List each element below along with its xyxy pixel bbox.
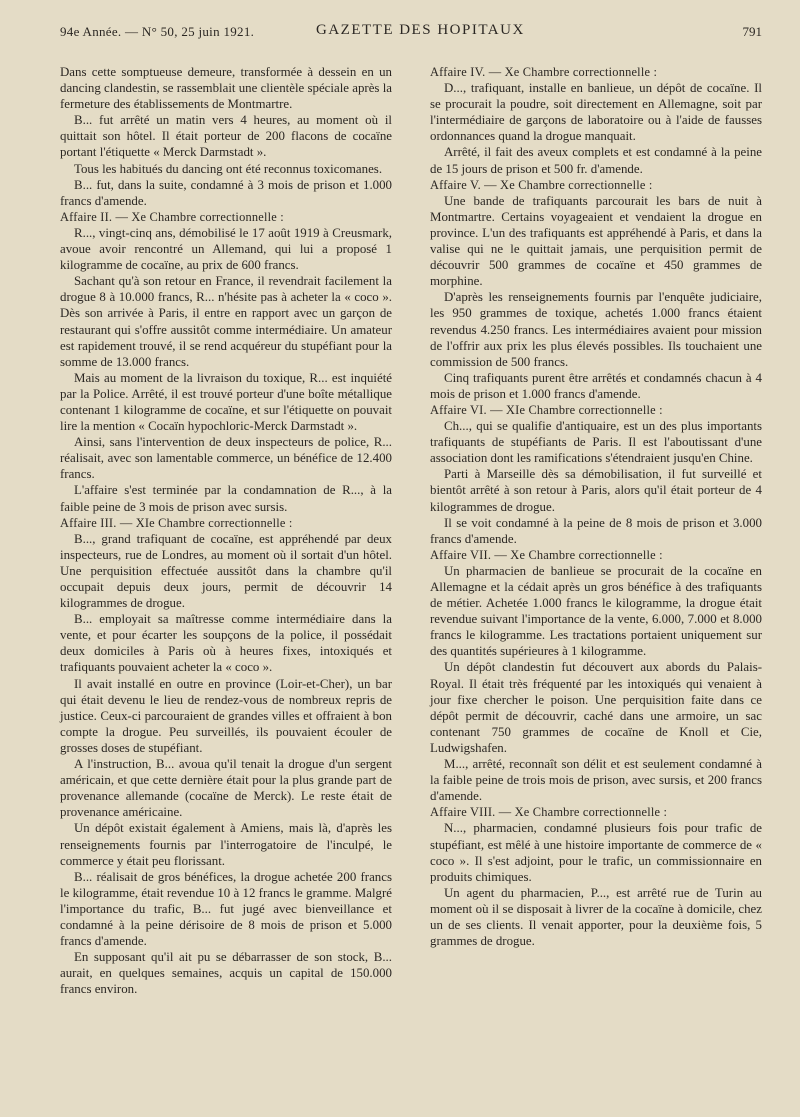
section-heading: Affaire VI. — XIe Chambre correctionnelle : [430, 402, 663, 417]
section-heading: Affaire VIII. — Xe Chambre correctionnelle : [430, 805, 668, 820]
paragraph: Une bande de trafiquants parcourait les bars de nuit à Montmartre. Certains voyageaient et vendaient la drogue en province. L'un des trafiquants est appréhendé à Paris, et dans la valise qui ne le quittait jamais, une perquisition permit de découvrir 500 grammes de cocaïne et 450 grammes de morphine. [430, 193, 762, 289]
section-heading: Affaire V. — Xe Chambre correctionnelle : [430, 177, 653, 192]
paragraph: B... fut, dans la suite, condamné à 3 mois de prison et 1.000 francs d'amende. [60, 177, 392, 208]
paragraph: B... fut arrêté un matin vers 4 heures, au moment où il quittait son hôtel. Il était porteur de 200 flacons de cocaïne portant l'étiquette « Merck Darmstadt ». [60, 113, 392, 160]
page-header [60, 20, 762, 46]
paragraph: Parti à Marseille dès sa démobilisation, il fut surveillé et bientôt arrêté à son retour à Paris, alors qu'il était porteur de 4 kilogrammes de drogue. [430, 467, 762, 514]
section-heading: Affaire II. — Xe Chambre correctionnelle : [60, 209, 284, 224]
paragraph: B... réalisait de gros bénéfices, la drogue achetée 200 francs le kilogramme, était revendue 10 à 12 francs le gramme. Malgré l'importance du trafic, B... fut jugé avec bienveillance et condamné à la peine dérisoire de 8 mois de prison et 5.000 francs d'amende. [60, 869, 392, 949]
paragraph: Cinq trafiquants purent être arrêtés et condamnés chacun à 4 mois de prison et 1.000 francs d'amende. [430, 370, 762, 401]
paragraph: Sachant qu'à son retour en France, il revendrait facilement la drogue 8 à 10.000 francs, R... n'hésite pas à acheter la « coco ». Dès son arrivée à Paris, il entre en rapport avec un garçon de restaurant qui s'offre aussitôt comme intermédiaire. Un amateur est rapidement trouvé, il se rend acquéreur du stupéfiant pour la somme de 13.000 francs. [60, 274, 392, 369]
paragraph: Arrêté, il fait des aveux complets et est condamné à la peine de 15 jours de prison et 500 fr. d'amende. [430, 145, 762, 176]
journal-title: GAZETTE DES HOPITAUX [316, 22, 525, 38]
paragraph: Un dépôt existait également à Amiens, mais là, d'après les renseignements fournis par l'interrogatoire de l'inculpé, le commerce y était peu florissant. [60, 821, 392, 868]
paragraph: N..., pharmacien, condamné plusieurs fois pour trafic de stupéfiant, est mêlé à une histoire importante de commerce de « coco ». Il s'est adjoint, pour le trafic, un commissionnaire en produits chimiques. [430, 821, 762, 884]
paragraph: R..., vingt-cinq ans, démobilisé le 17 août 1919 à Creusmark, avoue avoir rencontré un Allemand, qui lui a proposé 1 kilogramme de cocaïne, au prix de 600 francs. [60, 225, 392, 273]
paragraph: Tous les habitués du dancing ont été reconnus toxicomanes. [74, 161, 383, 176]
paragraph: Il avait installé en outre en province (Loir-et-Cher), un bar qui était devenu le lieu de rendez-vous de nombreux repris de justice. Ceux-ci parcouraient de grandes villes et offraient à bon compte la drogue. Peu surveillés, ils pouvaient écouler de grosses doses de stupéfiant. [60, 676, 392, 755]
issue-line: 94e Année. — N° 50, 25 juin 1921. [60, 24, 255, 39]
paragraph: M..., arrêté, reconnaît son délit et est seulement condamné à la faible peine de trois mois de prison, avec sursis, et 200 francs d'amende. [430, 757, 762, 804]
paragraph: B..., grand trafiquant de cocaïne, est appréhendé par deux inspecteurs, rue de Londres, au moment où il sortait d'un hôtel. Une perquisition effectuée aussitôt dans la chambre qu'il occupait depuis deux jours, permit de découvrir 14 kilogrammes de drogue. [60, 531, 392, 611]
article-columns [60, 64, 762, 997]
paragraph: Ch..., qui se qualifie d'antiquaire, est un des plus importants trafiquants de stupéfiants de Paris. Il est l'aboutissant d'une association dont les ramifications s'étendraient jusqu'en Chine. [430, 419, 762, 466]
section-heading: Affaire IV. — Xe Chambre correctionnelle : [430, 65, 658, 79]
paragraph: Dans cette somptueuse demeure, transformée à dessein en un dancing clandestin, se rassemblait une clientèle spéciale après la fermeture des établissements de Montmartre. [60, 65, 392, 112]
paragraph: Mais au moment de la livraison du toxique, R... est inquiété par la Police. Arrêté, il est trouvé porteur d'une boîte métallique contenant 1 kilogramme de cocaïne, et sur l'étiquette on pouvait lire la mention « Cocaïn hypochloric-Merck Darmstadt ». [60, 370, 392, 434]
paragraph: En supposant qu'il ait pu se débarrasser de son stock, B... aurait, en quelques semaines, acquis un capital de 150.000 francs environ. [60, 950, 392, 997]
paragraph: Un pharmacien de banlieue se procurait de la cocaïne en Allemagne et la cédait après un gros bénéfice à des trafiquants de métier. Achetée 1.000 francs le kilogramme, la drogue était revendue suivant l'importance de la vente, 6.000, 7.000 et 8.000 francs le kilogramme. Les tractations portaient uniquement sur des quantités supérieures à 1 kilogramme. [430, 563, 762, 659]
paragraph: Un dépôt clandestin fut découvert aux abords du Palais-Royal. Il était très fréquenté par les intoxiqués qui venaient à jour fixe chercher le poison. Une perquisition faite dans ce dépôt permit de découvrir, caché dans une armoire, un sac contenant 750 grammes de cocaïne de Knoll et Cie, Ludwigshafen. [430, 660, 762, 755]
section-heading: Affaire VII. — Xe Chambre correctionnelle : [430, 547, 663, 562]
paragraph: D..., trafiquant, installe en banlieue, un dépôt de cocaïne. Il se procurait la poudre, soit directement en Allemagne, soit par l'intermédiaire de garçons de laboratoire ou à l'aide de fausses ordonnances quand la drogue manquait. [430, 81, 762, 144]
page-number: 791 [742, 24, 762, 39]
paragraph: Ainsi, sans l'intervention de deux inspecteurs de police, R... réalisait, avec son lamentable commerce, un bénéfice de 12.400 francs. [60, 435, 392, 482]
section-heading: Affaire III. — XIe Chambre correctionnelle : [60, 515, 293, 530]
paragraph: L'affaire s'est terminée par la condamnation de R..., à la faible peine de 3 mois de prison avec sursis. [60, 483, 392, 514]
paragraph: Un agent du pharmacien, P..., est arrêté rue de Turin au moment où il se disposait à livrer de la cocaïne à domicile, chez un de ses clients. Il venait apporter, pour la deuxième fois, 5 grammes de drogue. [430, 885, 762, 949]
paragraph: D'après les renseignements fournis par l'enquête judiciaire, les 950 grammes de toxique, achetés 1.000 francs étaient revendus 4.250 francs. Les intermédiaires avaient pour mission de l'offrir aux prix les plus élevés possibles. Ils touchaient une commission de 500 francs. [430, 290, 762, 369]
paragraph: Il se voit condamné à la peine de 8 mois de prison et 3.000 francs d'amende. [430, 515, 762, 546]
paragraph: B... employait sa maîtresse comme intermédiaire dans la vente, et pour écarter les soupçons de la police, il possédait deux domiciles à Paris où à heures fixes, intoxiqués et trafiquants pouvaient acheter la « coco ». [60, 612, 392, 675]
left-column [60, 64, 392, 997]
right-column [430, 64, 762, 997]
paragraph: A l'instruction, B... avoua qu'il tenait la drogue d'un sergent américain, et que cette dernière était pour la plus grande part de provenance allemande (cocaïne de Merck). Le reste était de provenance américaine. [60, 757, 392, 820]
